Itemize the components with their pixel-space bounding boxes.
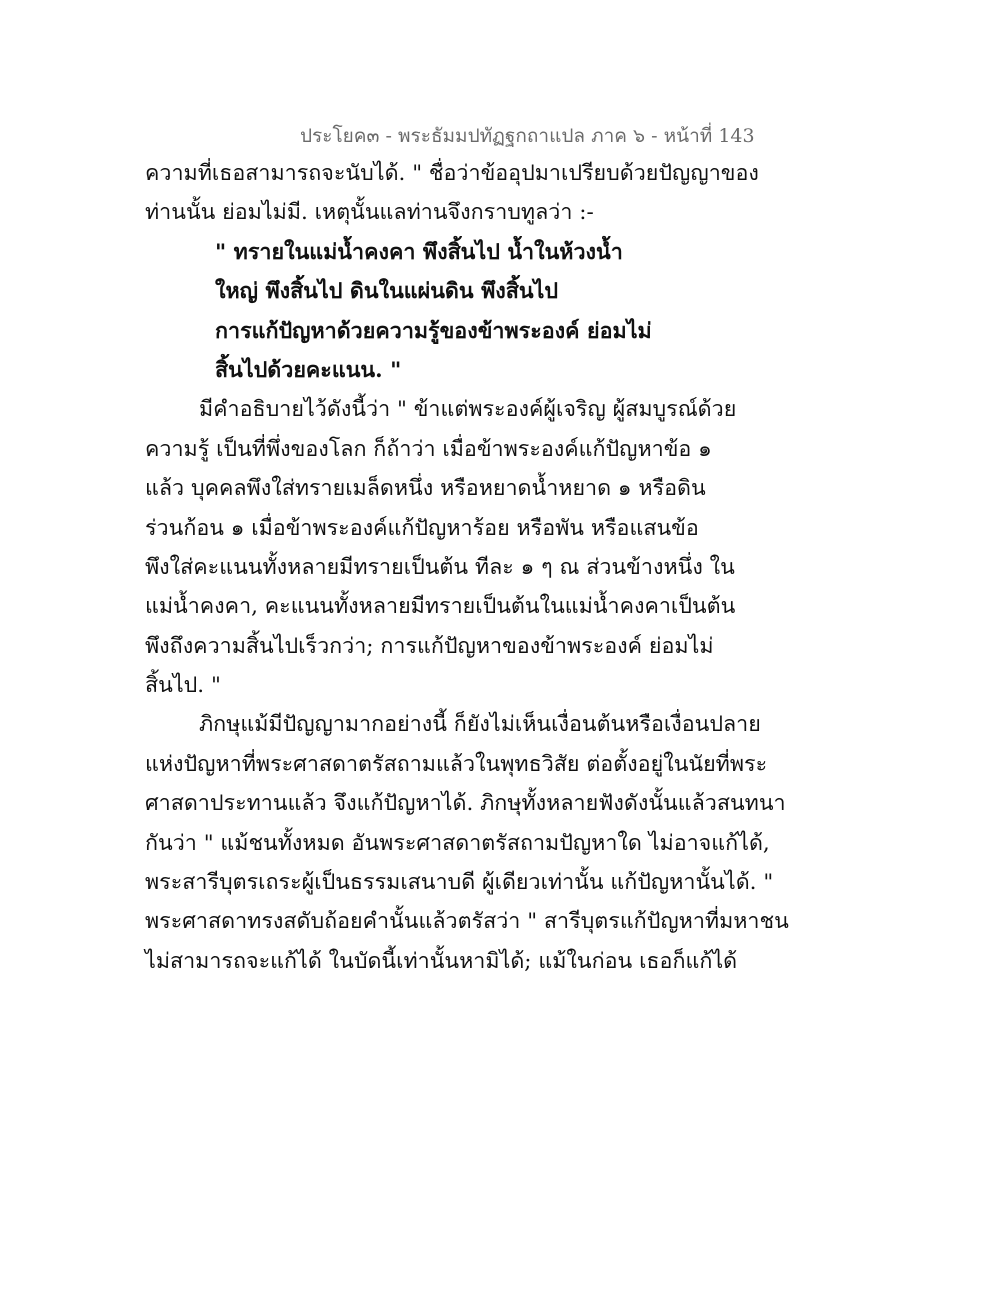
text-line: ศาสดาประทานแล้ว จึงแก้ปัญหาได้. ภิกษุทั้งหลายฟังดังนั้นแล้วสนทนา (145, 791, 786, 817)
text-line: ร่วนก้อน ๑ เมื่อข้าพระองค์แก้ปัญหาร้อย หรือพัน หรือแสนข้อ (145, 515, 699, 541)
text-line: แล้ว บุคคลพึงใส่ทรายเมล็ดหนึ่ง หรือหยาดน้ำหยาด ๑ หรือดิน (145, 476, 706, 502)
text-line: แม่น้ำคงคา, คะแนนทั้งหลายมีทรายเป็นต้นในแม่น้ำคงคาเป็นต้น (145, 594, 736, 620)
verse-line: สิ้นไปด้วยคะแนน. " (215, 357, 402, 383)
text-line: พึงใส่คะแนนทั้งหลายมีทรายเป็นต้น ทีละ ๑ ๆ ณ ส่วนข้างหนึ่ง ใน (145, 554, 735, 580)
text-line: ไม่สามารถจะแก้ได้ ในบัดนี้เท่านั้นหามิได้; แม้ในก่อน เธอก็แก้ได้ (145, 948, 738, 974)
text-line: ท่านนั้น ย่อมไม่มี. เหตุนั้นแลท่านจึงกราบทูลว่า :- (145, 200, 594, 226)
text-line: พึงถึงความสิ้นไปเร็วกว่า; การแก้ปัญหาของข้าพระองค์ ย่อมไม่ (145, 633, 714, 659)
text-line: พระสารีบุตรเถระผู้เป็นธรรมเสนาบดี ผู้เดียวเท่านั้น แก้ปัญหานั้นได้. " (145, 870, 774, 896)
verse-line: การแก้ปัญหาด้วยความรู้ของข้าพระองค์ ย่อมไม่ (215, 318, 652, 344)
text-line: ความที่เธอสามารถจะนับได้. " ชื่อว่าข้ออุปมาเปรียบด้วยปัญญาของ (145, 161, 759, 186)
text-line: ความรู้ เป็นที่พึ่งของโลก ก็ถ้าว่า เมื่อข้าพระองค์แก้ปัญหาข้อ ๑ (145, 436, 712, 462)
text-line: มีคำอธิบายไว้ดังนี้ว่า " ข้าแต่พระองค์ผู้เจริญ ผู้สมบูรณ์ด้วย (199, 397, 737, 423)
document-body (145, 154, 789, 981)
verse-line: " ทรายในแม่น้ำคงคา พึงสิ้นไป น้ำในห้วงน้ำ (215, 239, 623, 265)
text-line: แห่งปัญหาที่พระศาสดาตรัสถามแล้วในพุทธวิสัย ต่อตั้งอยู่ในนัยที่พระ (145, 751, 768, 777)
text-line: กันว่า " แม้ชนทั้งหมด อันพระศาสดาตรัสถามปัญหาใด ไม่อาจแก้ได้, (145, 830, 770, 856)
text-line: ภิกษุแม้มีปัญญามากอย่างนี้ ก็ยังไม่เห็นเงื่อนต้นหรือเงื่อนปลาย (199, 712, 761, 738)
verse-line: ใหญ่ พึงสิ้นไป ดินในแผ่นดิน พึงสิ้นไป (215, 279, 559, 305)
text-line: สิ้นไป. " (145, 673, 221, 699)
page-header: ประโยค๓ - พระธัมมปทัฏฐกถาแปล ภาค ๖ - หน้าที่ 143 (300, 125, 755, 147)
text-line: พระศาสดาทรงสดับถ้อยคำนั้นแล้วตรัสว่า " สารีบุตรแก้ปัญหาที่มหาชน (145, 909, 789, 935)
